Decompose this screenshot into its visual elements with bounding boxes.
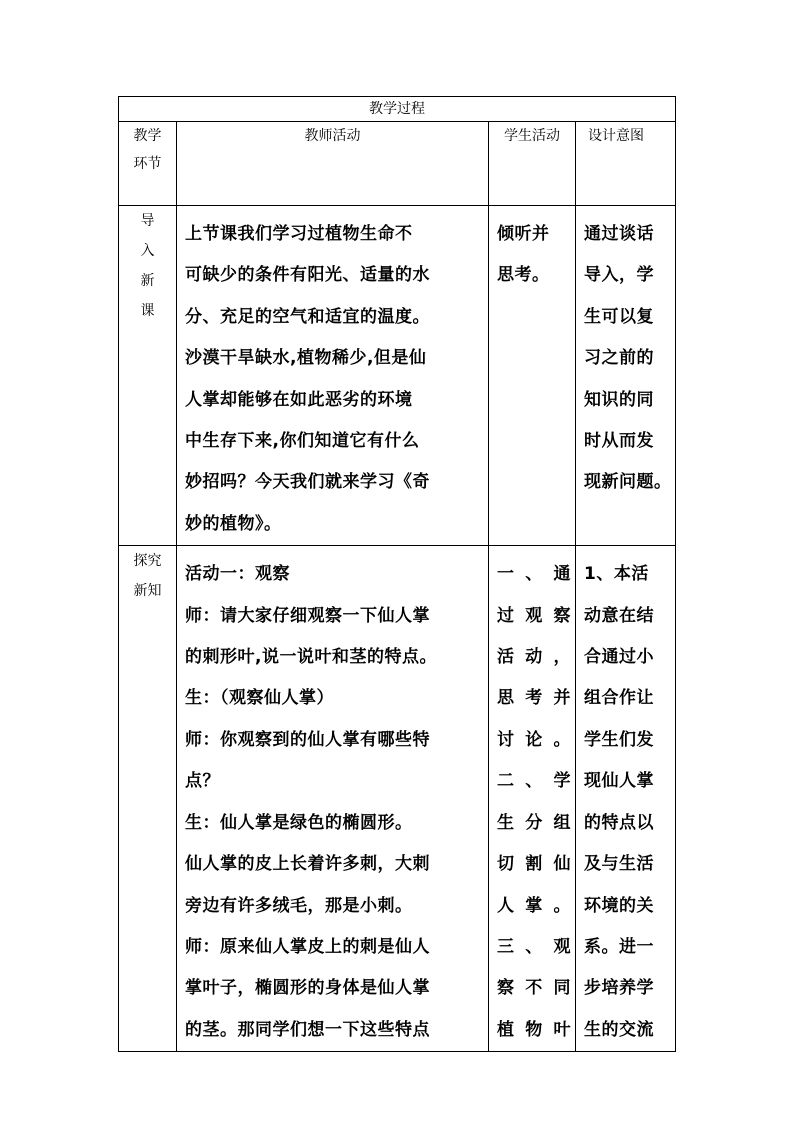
text-line: 掌叶子，椭圆形的身体是仙人掌 <box>185 978 430 999</box>
text-line: 仙人掌的皮上长着许多刺，大刺 <box>185 854 430 875</box>
text-line: 生：（观察仙人掌） <box>185 688 334 709</box>
text-line: 上节课我们学习过植物生命不 <box>185 224 413 244</box>
text-line: 生可以复 <box>584 306 654 327</box>
stage-char: 入 <box>140 243 155 259</box>
text-line: 生的交流 <box>584 1019 654 1040</box>
text-line: 讨论。 <box>497 729 571 750</box>
stage-char: 课 <box>140 303 155 319</box>
text-line: 思考。 <box>497 265 550 286</box>
text-line: 学生们发 <box>584 729 654 750</box>
text-line: 活动， <box>497 647 571 668</box>
header-student: 学生活动 <box>489 122 576 206</box>
design-intent-cell <box>576 546 676 1052</box>
stage-text: 探究 <box>133 553 162 570</box>
text-line: 切割仙 <box>497 854 571 875</box>
text-line: 动意在结 <box>584 605 654 626</box>
text-line: 的茎。那同学们想一下这些特点 <box>185 1019 430 1040</box>
text-line: 生：仙人掌是绿色的椭圆形。 <box>185 812 413 833</box>
text-line: 步培养学 <box>584 978 654 999</box>
text-line: 习之前的 <box>584 348 654 369</box>
text-line: 合通过小 <box>584 647 654 668</box>
text-line: 环境的关 <box>584 895 654 916</box>
text-line: 妙招吗？今天我们就来学习《奇 <box>185 472 430 493</box>
text-line: 1、本活 <box>584 564 649 585</box>
text-line: 人掌。 <box>497 895 571 916</box>
text-line: 导入，学 <box>584 265 654 286</box>
text-line: 一、通 <box>497 564 571 585</box>
text-line: 分、充足的空气和适宜的温度。 <box>185 306 430 327</box>
text-line: 三、观 <box>497 936 571 957</box>
text-line: 及与生活 <box>584 854 654 875</box>
stage-char: 新 <box>140 273 155 289</box>
stage-text: 新知 <box>133 583 162 600</box>
text-line: 师：你观察到的仙人掌有哪些特 <box>185 729 430 750</box>
stage-cell <box>119 206 177 546</box>
text-line: 现新问题。 <box>584 472 672 493</box>
text-line: 通过谈话 <box>584 224 654 244</box>
text-line: 旁边有许多绒毛，那是小刺。 <box>185 895 413 916</box>
text-line: 察不同 <box>497 978 571 999</box>
text-line: 植物叶 <box>497 1019 571 1040</box>
header-stage <box>119 122 177 206</box>
header-stage-line: 教学 <box>133 128 162 144</box>
teaching-process-table <box>118 96 676 1052</box>
text-line: 可缺少的条件有阳光、适量的水 <box>185 265 430 286</box>
header-intent: 设计意图 <box>576 122 676 206</box>
teacher-activity-cell <box>177 206 489 546</box>
text-line: 活动一：观察 <box>185 564 290 585</box>
header-teacher: 教师活动 <box>177 122 489 206</box>
student-activity-cell <box>489 206 576 546</box>
table-row <box>119 206 676 546</box>
text-line: 生分组 <box>497 812 571 833</box>
text-line: 倾听并 <box>497 224 550 244</box>
stage-cell <box>119 546 177 1052</box>
text-line: 思考并 <box>497 688 571 709</box>
text-line: 系。进一 <box>584 936 654 957</box>
text-line: 的特点以 <box>584 812 654 833</box>
design-intent-cell <box>576 206 676 546</box>
text-line: 妙的植物》。 <box>185 513 282 534</box>
text-line: 时从而发 <box>584 431 654 452</box>
header-row <box>119 122 676 206</box>
text-line: 过观察 <box>497 605 571 626</box>
text-line: 沙漠干旱缺水,植物稀少,但是仙 <box>185 348 427 369</box>
text-line: 知识的同 <box>584 389 654 410</box>
student-activity-cell <box>489 546 576 1052</box>
text-line: 人掌却能够在如此恶劣的环境 <box>185 389 413 410</box>
text-line: 师：原来仙人掌皮上的刺是仙人 <box>185 936 430 957</box>
text-line: 二、学 <box>497 771 571 792</box>
stage-char: 导 <box>140 213 155 229</box>
header-stage-line: 环节 <box>133 156 162 172</box>
teacher-activity-cell <box>177 546 489 1052</box>
text-line: 点？ <box>185 771 220 792</box>
text-line: 的刺形叶,说一说叶和茎的特点。 <box>185 647 437 668</box>
table-title: 教学过程 <box>119 97 676 122</box>
text-line: 现仙人掌 <box>584 771 654 792</box>
text-line: 组合作让 <box>584 688 654 709</box>
text-line: 中生存下来,你们知道它有什么 <box>185 431 420 452</box>
table-row <box>119 546 676 1052</box>
text-line: 师：请大家仔细观察一下仙人掌 <box>185 605 430 626</box>
